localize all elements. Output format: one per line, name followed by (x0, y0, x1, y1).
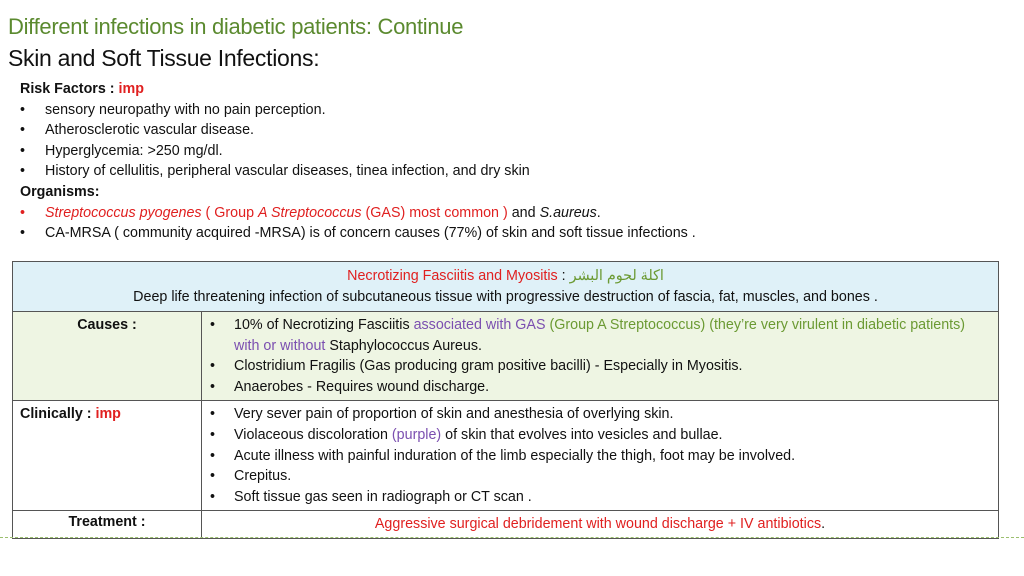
clinically-cell (202, 401, 999, 511)
bullet: • (20, 163, 26, 180)
list-item: • Crepitus. (210, 466, 990, 487)
title-continue: Continue (371, 14, 464, 39)
risk-item: • Atherosclerotic vascular disease. (20, 120, 696, 141)
table-row-causes (13, 312, 999, 401)
clinically-label: Clinically : imp (13, 401, 202, 511)
risk-factors-label: Risk Factors : (20, 81, 119, 97)
table-header-cell (13, 262, 999, 312)
treatment-label: Treatment : (13, 511, 202, 539)
slide-subtitle: Skin and Soft Tissue Infections: (8, 45, 320, 71)
organism-item: • Streptococcus pyogenes ( Group A Streptococcus (GAS) most common ) and S.aureus. (20, 203, 696, 224)
risk-item: • Hyperglycemia: >250 mg/dl. (20, 141, 696, 162)
list-item: • Anaerobes - Requires wound discharge. (210, 377, 990, 398)
slide-title (8, 14, 463, 40)
risk-imp-tag: imp (118, 81, 144, 97)
causes-cell (202, 312, 999, 401)
arabic-label: اكلة لحوم البشر (569, 268, 664, 284)
organism-item: • CA-MRSA ( community acquired -MRSA) is of concern causes (77%) of skin and soft tissue infections . (20, 223, 696, 244)
footer-divider (0, 537, 1024, 538)
table-header-description: Deep life threatening infection of subcutaneous tissue with progressive destruction of fascia, fat, muscles, and bones . (133, 288, 878, 305)
list-item: • Very sever pain of proportion of skin and anesthesia of overlying skin. (210, 404, 990, 425)
table-header-title: Necrotizing Fasciitis and Myositis : اكلة لحوم البشر (347, 268, 664, 284)
table-row-treatment (13, 511, 999, 539)
list-item: • 10% of Necrotizing Fasciitis associated with GAS (Group A Streptococcus) (they’re very virulent in diabetic patients) with or without Staphylococcus Aureus. (210, 315, 990, 356)
list-item: • Acute illness with painful induration of the limb especially the thigh, foot may be involved. (210, 446, 990, 467)
causes-label: Causes : (13, 312, 202, 401)
table-row-clinically (13, 401, 999, 511)
bullet: • (20, 142, 26, 159)
bullet: • (20, 122, 26, 139)
list-item: • Soft tissue gas seen in radiograph or CT scan . (210, 487, 990, 508)
organisms-heading: Organisms: (20, 183, 100, 200)
bullet: • (20, 225, 26, 242)
necrotizing-fasciitis-table (12, 261, 999, 539)
list-item: • Clostridium Fragilis (Gas producing gram positive bacilli) - Especially in Myositis. (210, 356, 990, 377)
clinical-list (202, 401, 998, 510)
list-item: • Violaceous discoloration (purple) of skin that evolves into vesicles and bullae. (210, 425, 990, 446)
intro-section (20, 79, 696, 244)
risk-item: • sensory neuropathy with no pain perception. (20, 100, 696, 121)
treatment-cell: Aggressive surgical debridement with wound discharge + IV antibiotics. (202, 511, 999, 539)
table-header-row (13, 262, 999, 312)
risk-factors-heading (20, 79, 696, 100)
title-main: Different infections in diabetic patients: (8, 14, 372, 39)
bullet: • (20, 101, 26, 118)
bullet: • (20, 204, 26, 221)
clinically-imp-tag: imp (95, 406, 121, 423)
risk-item: • History of cellulitis, peripheral vascular diseases, tinea infection, and dry skin (20, 161, 696, 182)
causes-list (202, 312, 998, 400)
